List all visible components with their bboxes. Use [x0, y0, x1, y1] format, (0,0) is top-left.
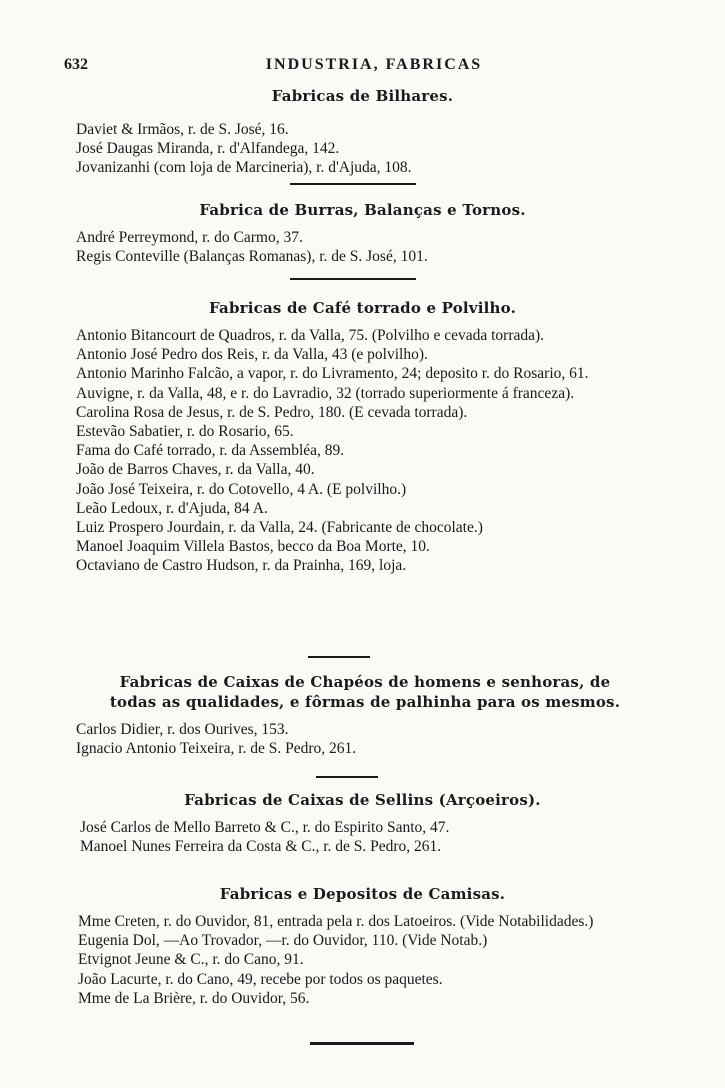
- list-item: Octaviano de Castro Hudson, r. da Prainha, 169, loja.: [76, 557, 407, 575]
- list-item: Antonio Marinho Falcão, a vapor, r. do Livramento, 24; deposito r. do Rosario, 61.: [76, 365, 589, 383]
- section-title: Fabricas e Depositos de Camisas.: [219, 885, 506, 903]
- list-item: Leão Ledoux, r. d'Ajuda, 84 A.: [76, 499, 268, 517]
- list-item: Antonio José Pedro dos Reis, r. da Valla, 43 (e polvilho).: [76, 346, 428, 364]
- list-item: Estevão Sabatier, r. do Rosario, 65.: [76, 423, 294, 441]
- list-item: Manoel Joaquim Villela Bastos, becco da Boa Morte, 10.: [76, 538, 430, 556]
- list-item: José Carlos de Mello Barreto & C., r. do Espirito Santo, 47.: [80, 819, 450, 836]
- list-item: Carlos Didier, r. dos Ourives, 153.: [76, 721, 289, 738]
- section-title: Fabricas de Bilhares.: [271, 87, 454, 105]
- section-sellins: [0, 790, 725, 856]
- section-title: Fabricas de Caixas de Sellins (Arçoeiros).: [184, 791, 541, 809]
- list-item: João José Teixeira, r. do Cotovello, 4 A. (E polvilho.): [76, 480, 407, 498]
- section-divider: [290, 278, 416, 280]
- list-item: Regis Conteville (Balanças Romanas), r. de S. José, 101.: [76, 248, 428, 266]
- list-item: Manoel Nunes Ferreira da Costa & C., r. de S. Pedro, 261.: [80, 838, 442, 856]
- list-item: Mme de La Brière, r. do Ouvidor, 56.: [78, 989, 310, 1007]
- entry-list: [76, 720, 656, 758]
- entry-list: [76, 120, 656, 178]
- list-item: Daviet & Irmãos, r. de S. José, 16.: [76, 121, 289, 138]
- list-item: Auvigne, r. da Valla, 48, e r. do Lavradio, 32 (torrado superiormente á franceza).: [76, 384, 575, 402]
- entry-list: [78, 912, 658, 1008]
- section-divider: [316, 776, 378, 778]
- section-title: Fabricas de Café torrado e Polvilho.: [209, 299, 516, 317]
- list-item: Luiz Prospero Jourdain, r. da Valla, 24. (Fabricante de chocolate.): [76, 519, 483, 537]
- section-title: Fabrica de Burras, Balanças e Tornos.: [199, 201, 526, 219]
- entry-list: [76, 326, 656, 576]
- list-item: Carolina Rosa de Jesus, r. de S. Pedro, 180. (E cevada torrada).: [76, 403, 468, 421]
- list-item: André Perreymond, r. do Carmo, 37.: [76, 229, 303, 246]
- list-item: Mme Creten, r. do Ouvidor, 81, entrada pela r. dos Latoeiros. (Vide Notabilidades.): [78, 913, 594, 930]
- section-divider: [308, 656, 370, 658]
- section-caixas-chapeos: [0, 672, 725, 758]
- list-item: Etvignot Jeune & C., r. do Cano, 91.: [78, 951, 304, 969]
- page-number: 632: [64, 56, 88, 73]
- running-title: INDUSTRIA, FABRICAS: [265, 56, 483, 73]
- section-divider: [310, 1042, 414, 1045]
- list-item: Antonio Bitancourt de Quadros, r. da Valla, 75. (Polvilho e cevada torrada).: [76, 327, 545, 344]
- section-title: Fabricas de Caixas de Chapéos de homens e senhoras, de todas as qualidades, e fôrmas de palhinha para os mesmos.: [109, 673, 621, 711]
- page-header: [64, 56, 684, 78]
- list-item: Eugenia Dol, —Ao Trovador, —r. do Ouvidor, 110. (Vide Notab.): [78, 932, 488, 950]
- entry-list: [76, 228, 656, 266]
- section-divider: [290, 183, 416, 185]
- list-item: José Daugas Miranda, r. d'Alfandega, 142.: [76, 140, 340, 158]
- section-burras: [0, 200, 725, 266]
- list-item: João Lacurte, r. do Cano, 49, recebe por todos os paquetes.: [78, 970, 443, 988]
- list-item: Ignacio Antonio Teixeira, r. de S. Pedro, 261.: [76, 740, 357, 758]
- section-camisas: [0, 884, 725, 1008]
- entry-list: [80, 818, 660, 856]
- section-cafe: [0, 298, 725, 576]
- list-item: Jovanizanhi (com loja de Marcineria), r. d'Ajuda, 108.: [76, 159, 412, 177]
- list-item: João de Barros Chaves, r. da Valla, 40.: [76, 461, 315, 479]
- section-bilhares: [0, 86, 725, 178]
- list-item: Fama do Café torrado, r. da Assembléa, 89.: [76, 442, 345, 460]
